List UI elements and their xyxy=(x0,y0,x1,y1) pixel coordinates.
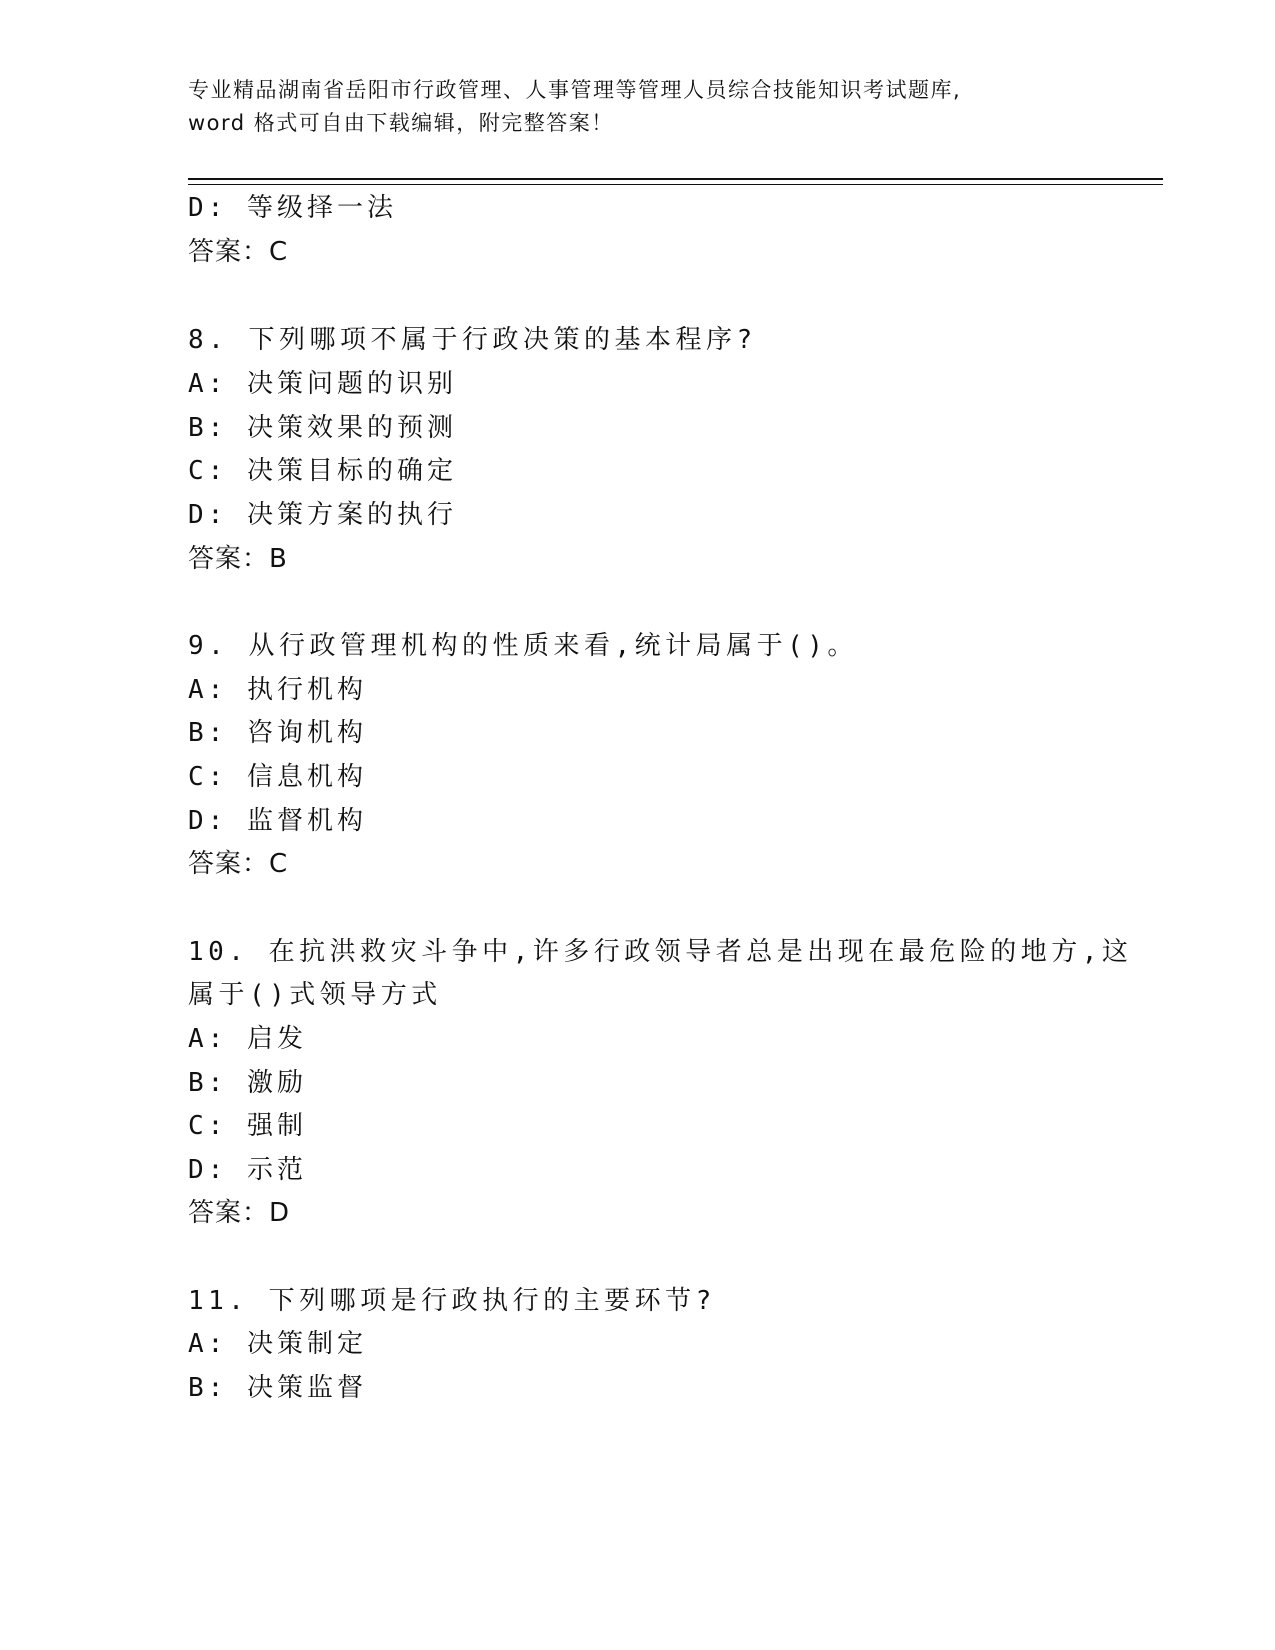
option-d: D: 监督机构 xyxy=(188,806,367,836)
option-a: A: 决策制定 xyxy=(188,1329,367,1359)
option-b: B: 决策监督 xyxy=(188,1373,367,1403)
option-b: B: 激励 xyxy=(188,1068,307,1098)
document-header xyxy=(188,74,1088,140)
option-d: D: 决策方案的执行 xyxy=(188,500,457,530)
option-c: C: 决策目标的确定 xyxy=(188,456,457,486)
option-c: C: 信息机构 xyxy=(188,762,367,792)
header-line-1: 专业精品湖南省岳阳市行政管理、人事管理等管理人员综合技能知识考试题库, xyxy=(188,78,962,102)
question-11: 11. 下列哪项是行政执行的主要环节? xyxy=(188,1286,716,1316)
header-line-2: word 格式可自由下载编辑，附完整答案！ xyxy=(188,111,614,135)
answer: 答案：B xyxy=(188,544,288,574)
question-10-line-1: 10. 在抗洪救灾斗争中,许多行政领导者总是出现在最危险的地方,这 xyxy=(188,937,1133,967)
question-9: 9. 从行政管理机构的性质来看,统计局属于()。 xyxy=(188,631,858,661)
option-b: B: 咨询机构 xyxy=(188,718,367,748)
option-c: C: 强制 xyxy=(188,1111,307,1141)
option-d: D: 等级择一法 xyxy=(188,193,397,223)
header-divider xyxy=(188,178,1163,180)
answer: 答案：C xyxy=(188,849,289,879)
question-8: 8. 下列哪项不属于行政决策的基本程序? xyxy=(188,325,757,355)
answer: 答案：D xyxy=(188,1198,291,1228)
header-divider-thin xyxy=(188,184,1163,185)
option-a: A: 启发 xyxy=(188,1024,307,1054)
option-a: A: 决策问题的识别 xyxy=(188,369,457,399)
option-d: D: 示范 xyxy=(188,1155,307,1185)
question-10-line-2: 属于()式领导方式 xyxy=(188,980,442,1010)
option-a: A: 执行机构 xyxy=(188,675,367,705)
answer: 答案：C xyxy=(188,237,289,267)
option-b: B: 决策效果的预测 xyxy=(188,413,457,443)
